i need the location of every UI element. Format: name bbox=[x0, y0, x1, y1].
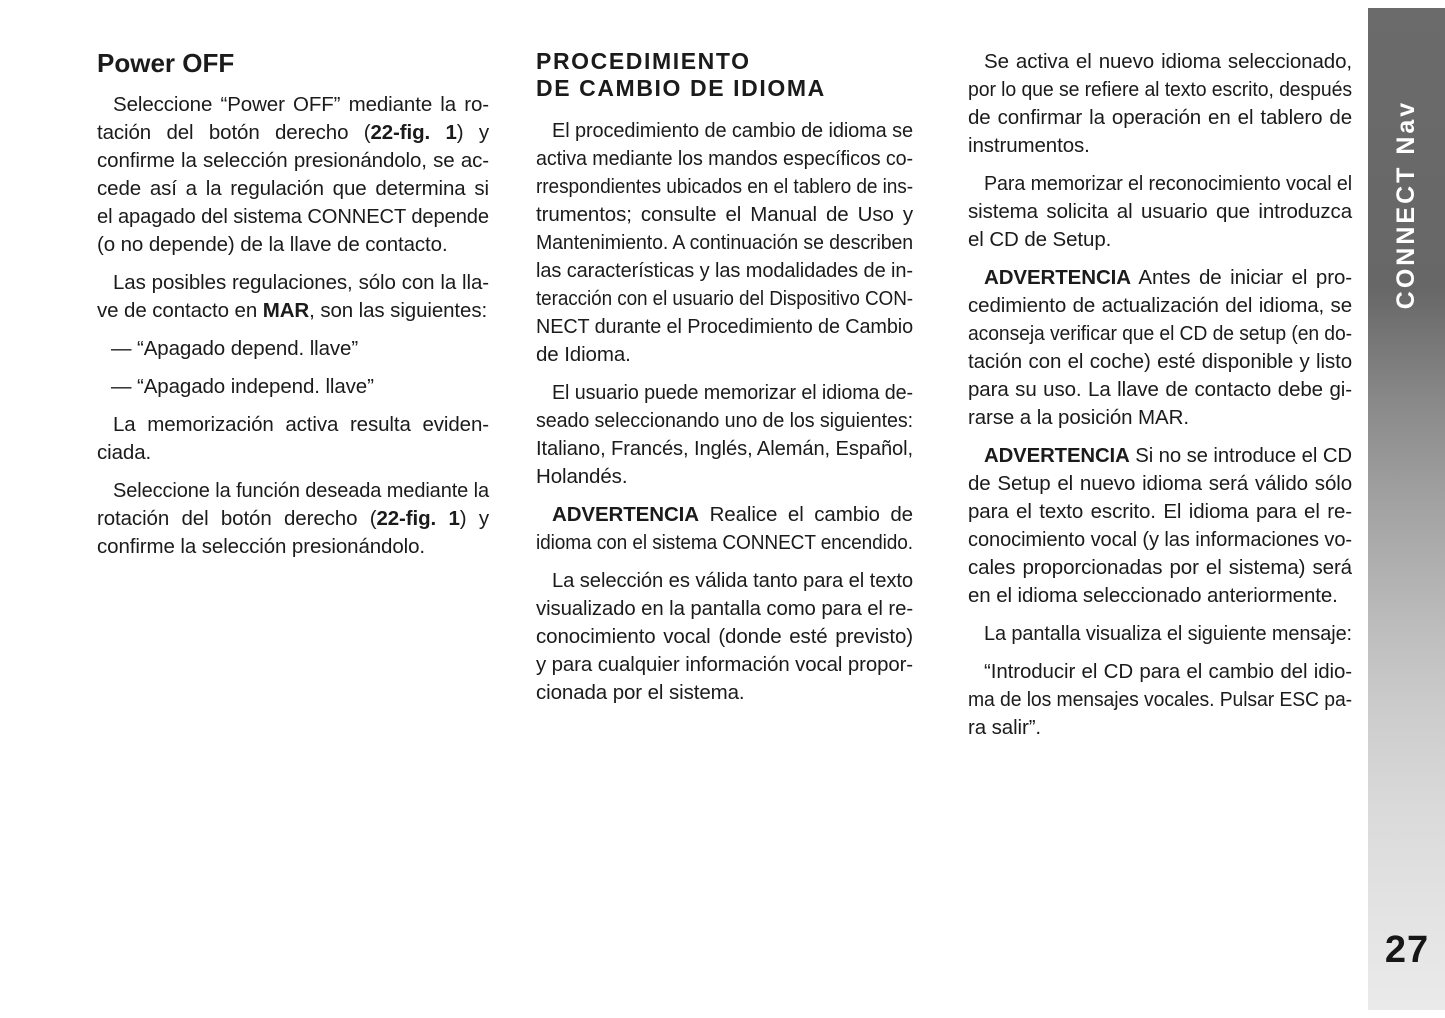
text-line bbox=[536, 595, 913, 623]
text-line bbox=[968, 132, 1352, 160]
text-line bbox=[968, 470, 1352, 498]
text-line-content: PROCEDIMIENTO bbox=[536, 48, 751, 74]
text-line bbox=[97, 297, 489, 325]
text-line bbox=[97, 175, 489, 203]
text-line-content: para el texto escrito. El idioma para el re- bbox=[968, 500, 1352, 523]
text-line-content: teracción con el usuario del Dispositivo CON- bbox=[536, 287, 913, 310]
text-line-content: cedimiento de actualización del idioma, se bbox=[968, 294, 1352, 317]
text-line-content: El usuario puede memorizar el idioma de- bbox=[552, 381, 913, 404]
text-line bbox=[968, 104, 1352, 132]
text-line bbox=[536, 407, 913, 435]
text-line bbox=[536, 229, 913, 257]
text-line bbox=[536, 173, 913, 201]
text-line bbox=[536, 145, 913, 173]
text-line-content: NECT durante el Procedimiento de Cambio bbox=[536, 315, 913, 338]
text-line-content: Para memorizar el reconocimiento vocal el bbox=[984, 172, 1352, 195]
text-line-content: aconseja verificar que el CD de setup (en do- bbox=[968, 322, 1352, 345]
paragraph bbox=[968, 658, 1352, 742]
text-line bbox=[968, 376, 1352, 404]
text-line bbox=[97, 119, 489, 147]
text-line bbox=[968, 48, 1352, 76]
text-line bbox=[968, 198, 1352, 226]
text-line bbox=[97, 533, 489, 561]
paragraph bbox=[536, 501, 913, 557]
text-line bbox=[968, 498, 1352, 526]
text-line-content: tación del botón derecho (22-fig. 1) y bbox=[97, 121, 490, 144]
text-line bbox=[97, 147, 489, 175]
text-line-content: Mantenimiento. A continuación se describen bbox=[536, 231, 913, 254]
paragraph bbox=[97, 269, 489, 325]
text-line-content: La selección es válida tanto para el texto bbox=[552, 569, 913, 592]
text-line-content: visualizado en la pantalla como para el re- bbox=[536, 597, 913, 620]
text-line bbox=[968, 264, 1352, 292]
text-line-content: Power OFF bbox=[97, 48, 235, 78]
text-line-content: cede así a la regulación que determina si bbox=[97, 177, 489, 200]
page-number: 27 bbox=[1384, 929, 1430, 971]
section-heading bbox=[536, 48, 913, 102]
text-line-content: Se activa el nuevo idioma seleccionado, bbox=[984, 50, 1352, 73]
text-line-content: las características y las modalidades de in- bbox=[536, 259, 913, 282]
text-line bbox=[968, 320, 1352, 348]
text-line bbox=[968, 714, 1352, 742]
text-line-content: cales proporcionadas por el sistema) será bbox=[968, 556, 1352, 579]
text-line-content: (o no depende) de la llave de contacto. bbox=[97, 233, 448, 256]
text-line-content: El procedimiento de cambio de idioma se bbox=[552, 119, 913, 142]
text-line bbox=[97, 505, 489, 533]
text-line-content: instrumentos. bbox=[968, 134, 1090, 157]
text-line-content: Italiano, Francés, Inglés, Alemán, Español, bbox=[536, 437, 913, 460]
text-line-content: ve de contacto en MAR, son las siguientes: bbox=[97, 299, 488, 322]
text-line-content: tación con el coche) esté disponible y listo bbox=[968, 350, 1352, 373]
text-column-1 bbox=[97, 48, 489, 571]
text-line-content: ADVERTENCIA Antes de iniciar el pro- bbox=[984, 266, 1352, 289]
text-line-content: de confirmar la operación en el tablero de bbox=[968, 106, 1352, 129]
text-line-content: conocimiento vocal (y las informaciones vo- bbox=[968, 528, 1352, 551]
text-line bbox=[968, 76, 1352, 104]
text-line bbox=[97, 48, 489, 78]
paragraph bbox=[968, 442, 1352, 610]
text-line bbox=[968, 348, 1352, 376]
paragraph bbox=[97, 477, 489, 561]
text-line bbox=[536, 341, 913, 369]
text-line bbox=[536, 567, 913, 595]
text-line-content: rotación del botón derecho (22-fig. 1) y bbox=[97, 507, 489, 530]
text-line bbox=[97, 373, 489, 401]
text-line bbox=[968, 226, 1352, 254]
text-line bbox=[97, 269, 489, 297]
text-line bbox=[97, 91, 489, 119]
text-line bbox=[536, 285, 913, 313]
text-line-content: confirme la selección presionándolo. bbox=[97, 535, 426, 558]
text-line bbox=[536, 501, 913, 529]
text-line bbox=[536, 463, 913, 491]
text-line-content: el apagado del sistema CONNECT depende bbox=[97, 205, 489, 228]
text-line-content: sistema solicita al usuario que introduzca bbox=[968, 200, 1352, 223]
paragraph bbox=[97, 411, 489, 467]
text-line bbox=[97, 411, 489, 439]
text-line bbox=[97, 439, 489, 467]
text-line bbox=[536, 651, 913, 679]
text-line-content: por lo que se refiere al texto escrito, después bbox=[968, 78, 1352, 101]
text-line bbox=[968, 686, 1352, 714]
text-line-content: ma de los mensajes vocales. Pulsar ESC pa- bbox=[968, 688, 1352, 711]
text-line-content: rarse a la posición MAR. bbox=[968, 406, 1189, 429]
list-item bbox=[97, 373, 489, 401]
text-line-content: de Setup el nuevo idioma será válido sólo bbox=[968, 472, 1352, 495]
text-line bbox=[536, 201, 913, 229]
text-line-content: Holandés. bbox=[536, 465, 628, 488]
text-line-content: en el idioma seleccionado anteriormente. bbox=[968, 584, 1338, 607]
text-line bbox=[536, 623, 913, 651]
text-line-content: y para cualquier información vocal propor- bbox=[536, 653, 913, 676]
sidebar-tab-label-box bbox=[1368, 66, 1445, 342]
text-line bbox=[968, 582, 1352, 610]
text-line-content: ciada. bbox=[97, 441, 152, 464]
text-line-content: ra salir”. bbox=[968, 716, 1042, 739]
text-line bbox=[968, 658, 1352, 686]
paragraph bbox=[97, 91, 489, 259]
text-line-content: cionada por el sistema. bbox=[536, 681, 745, 704]
paragraph bbox=[968, 620, 1352, 648]
text-line-content: rrespondientes ubicados en el tablero de ins- bbox=[536, 175, 913, 198]
text-line bbox=[968, 292, 1352, 320]
text-line bbox=[536, 379, 913, 407]
text-line bbox=[97, 335, 489, 363]
text-line-content: seado seleccionando uno de los siguientes: bbox=[536, 409, 913, 432]
text-line-content: La pantalla visualiza el siguiente mensaje: bbox=[984, 622, 1352, 645]
text-column-2 bbox=[536, 48, 913, 717]
text-line-content: para su uso. La llave de contacto debe gi- bbox=[968, 378, 1352, 401]
text-line bbox=[968, 442, 1352, 470]
paragraph bbox=[536, 567, 913, 707]
sidebar-tab-label: CONNECT Nav bbox=[1392, 99, 1421, 309]
text-line-content: DE CAMBIO DE IDIOMA bbox=[536, 75, 826, 101]
text-line bbox=[536, 679, 913, 707]
text-line bbox=[968, 526, 1352, 554]
text-line-content: “Introducir el CD para el cambio del idio- bbox=[984, 660, 1352, 683]
text-line-content: trumentos; consulte el Manual de Uso y bbox=[536, 203, 913, 226]
text-line bbox=[968, 554, 1352, 582]
paragraph bbox=[536, 379, 913, 491]
text-column-3 bbox=[968, 48, 1352, 752]
text-line bbox=[968, 404, 1352, 432]
text-line bbox=[536, 48, 913, 75]
paragraph bbox=[968, 170, 1352, 254]
text-line-content: Las posibles regulaciones, sólo con la lla- bbox=[113, 271, 489, 294]
section-heading bbox=[97, 48, 489, 78]
sidebar-tab bbox=[1368, 8, 1445, 1010]
text-line bbox=[536, 117, 913, 145]
text-line-content: confirme la selección presionándolo, se ac- bbox=[97, 149, 489, 172]
text-line bbox=[536, 257, 913, 285]
text-line-content: activa mediante los mandos específicos co- bbox=[536, 147, 913, 170]
list-item bbox=[97, 335, 489, 363]
text-line-content: el CD de Setup. bbox=[968, 228, 1112, 251]
text-line bbox=[97, 203, 489, 231]
text-line-content: — “Apagado depend. llave” bbox=[111, 337, 359, 360]
paragraph bbox=[968, 264, 1352, 432]
text-line bbox=[968, 170, 1352, 198]
text-line bbox=[97, 477, 489, 505]
text-line-content: ADVERTENCIA Si no se introduce el CD bbox=[984, 444, 1352, 467]
text-line bbox=[536, 435, 913, 463]
text-line-content: idioma con el sistema CONNECT encendido. bbox=[536, 531, 913, 554]
text-line-content: — “Apagado independ. llave” bbox=[111, 375, 374, 398]
paragraph bbox=[968, 48, 1352, 160]
paragraph bbox=[536, 117, 913, 369]
text-line bbox=[97, 231, 489, 259]
text-line bbox=[536, 313, 913, 341]
text-line-content: Seleccione la función deseada mediante la bbox=[113, 479, 489, 502]
text-line bbox=[536, 529, 913, 557]
text-line-content: conocimiento vocal (donde esté previsto) bbox=[536, 625, 913, 648]
text-line bbox=[968, 620, 1352, 648]
text-line bbox=[536, 75, 913, 102]
text-line-content: La memorización activa resulta eviden- bbox=[113, 413, 489, 436]
text-line-content: de Idioma. bbox=[536, 343, 631, 366]
text-line-content: ADVERTENCIA Realice el cambio de bbox=[552, 503, 913, 526]
text-line-content: Seleccione “Power OFF” mediante la ro- bbox=[113, 93, 489, 116]
